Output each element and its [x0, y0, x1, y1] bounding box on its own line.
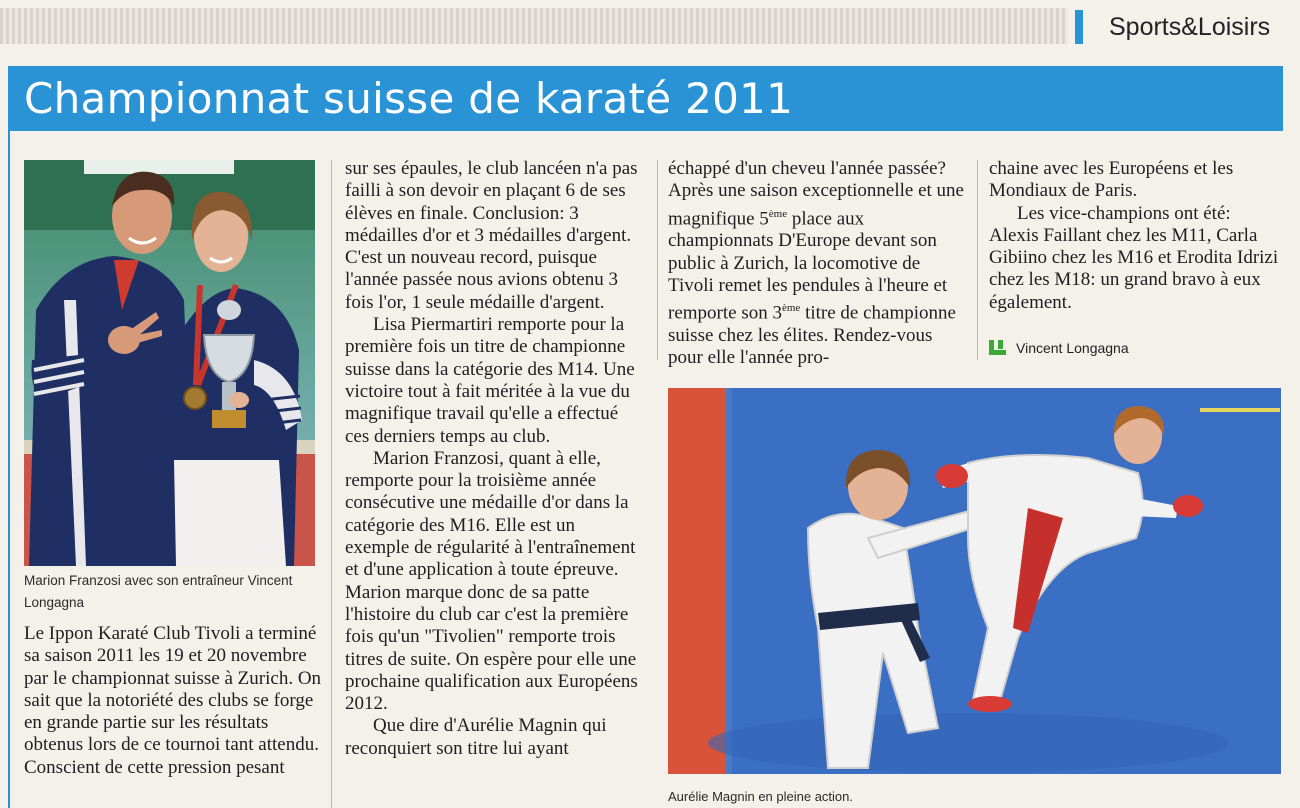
paragraph: Lisa Piermartiri remporte pour la première fois un titre de championne suisse dans la catégorie des M14. Une victoire tout à fait méritée à la vue du magnifique travail qu'elle a effectué ces derniers temps au club.	[345, 314, 635, 447]
article-column-3	[668, 158, 964, 369]
karate-action-photo	[668, 388, 1281, 774]
column-rule	[331, 160, 332, 808]
column-rule	[977, 160, 978, 360]
paragraph: Les vice-champions ont été: Alexis Faillant chez les M11, Carla Gibiino chez les M16 et Erodita Idrizi chez les M18: un grand bravo à eux également.	[989, 202, 1279, 313]
superscript: ème	[768, 207, 788, 220]
left-frame-line	[8, 131, 10, 808]
rubric-label: Sports&Loisirs	[1109, 13, 1271, 41]
paragraph: Que dire d'Aurélie Magnin qui reconquiert son titre lui ayant	[345, 715, 607, 759]
title-band	[8, 66, 1283, 131]
coach-athlete-photo	[24, 160, 315, 566]
header-strip	[0, 8, 1068, 44]
author-byline	[989, 337, 1129, 359]
paragraph: sur ses épaules, le club lancéen n'a pas failli à son devoir en plaçant 6 de ses élèves en finale. Conclusion: 3 médailles d'or et 3 médailles d'argent. C'est un nouveau record, puisque l'année passée nous avions obtenu 3 fois l'or, 1 seule médaille d'argent.	[345, 158, 638, 313]
article-column-4	[989, 158, 1279, 314]
author-name: Vincent Longagna	[1016, 340, 1129, 356]
column-rule	[657, 160, 658, 360]
text-run: place aux championnats D'Europe devant son public à Zurich, la locomotive de Tivoli remet les pendules à l'heure et remporte son 3	[668, 207, 948, 324]
author-logo-icon	[989, 339, 1006, 354]
paragraph: Le Ippon Karaté Club Tivoli a terminé sa saison 2011 les 19 et 20 novembre par le championnat suisse à Zurich. On sait que la notoriété des clubs se forge en grande partie sur les résultats obtenus lors de ce tournoi tant attendu. Conscient de cette pression pesant	[24, 623, 322, 778]
rubric-accent-bar	[1075, 10, 1083, 44]
paragraph	[668, 158, 964, 369]
photo-caption: Aurélie Magnin en pleine action.	[668, 789, 854, 804]
text-run: échappé d'un cheveu l'année passée? Après une saison exceptionnelle et une magnifique 5	[668, 158, 964, 229]
superscript: ème	[781, 302, 801, 315]
article-column-1	[24, 623, 326, 779]
article-title: Championnat suisse de karaté 2011	[24, 74, 794, 123]
paragraph: Marion Franzosi, quant à elle, remporte pour la troisième année consécutive une médaille d'or dans la catégorie des M16. Elle est un exemple de régularité à l'entraînement et d'une application à toute épreuve. Marion marque donc de sa patte l'histoire du club car c'est la première fois qu'un "Tivolien" remporte trois titres de suite. On espère pour elle une prochaine qualification aux Européens 2012.	[345, 447, 638, 715]
text-run: titre de championne suisse chez les élites. Rendez-vous pour elle l'année pro-	[668, 302, 956, 369]
photo-caption: Marion Franzosi avec son entraîneur Vincent Longagna	[24, 573, 293, 610]
article-column-2	[345, 158, 639, 760]
paragraph: chaine avec les Européens et les Mondiaux de Paris.	[989, 158, 1234, 202]
